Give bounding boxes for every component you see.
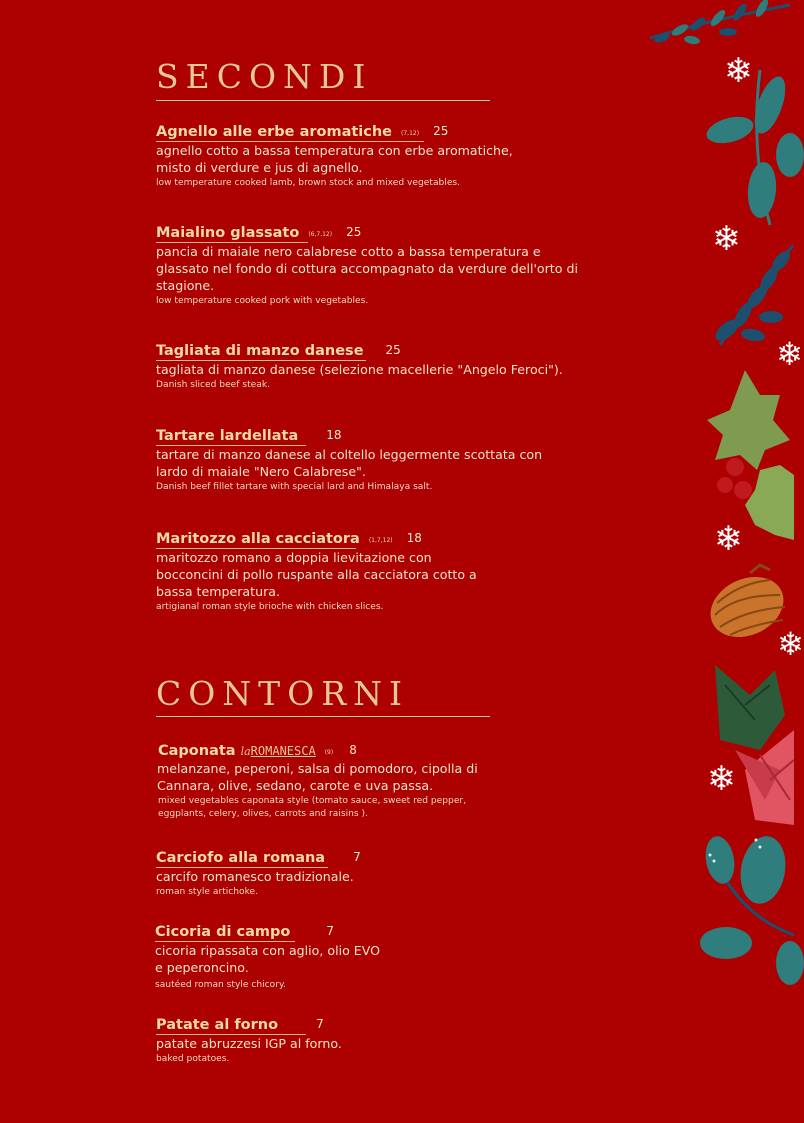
item-name: Patate al forno [156, 1017, 279, 1033]
item-english: sautéed roman style chicory. [155, 980, 286, 990]
item-description: patate abruzzesi IGP al forno. [156, 1036, 342, 1051]
poinsettia-icon [705, 660, 794, 830]
item-name: Tartare lardellata [156, 428, 299, 444]
menu-item [156, 425, 586, 494]
item-allergens: (9) [324, 749, 334, 756]
snowflake-icon: ❄ [777, 625, 804, 663]
item-english: low temperature cooked lamb, brown stock and mixed vegetables. [156, 178, 461, 188]
item-name: Cicoria di campo [155, 924, 291, 940]
item-description: maritozzo romano a doppia lievitazione con bocconcini di pollo ruspante alla cacciatora cotto a bassa temperatura. [156, 550, 477, 599]
item-allergens: (1,7,12) [368, 537, 393, 544]
item-name-text: Caponata [158, 743, 236, 759]
section-title-contorni: CONTORNI [156, 674, 410, 713]
item-english: baked potatoes. [156, 1054, 230, 1064]
menu-item [156, 340, 586, 392]
section-divider [156, 716, 490, 717]
item-name: Maritozzo alla cacciatora [156, 531, 360, 547]
item-description: agnello cotto a bassa temperatura con erbe aromatiche, misto di verdure e jus di agnello. [156, 143, 513, 175]
item-description: melanzane, peperoni, salsa di pomodoro, cipolla di Cannara, olive, sedano, carote e uva passa. [157, 761, 478, 793]
brand-script: la [240, 745, 251, 758]
item-price: 18 [406, 531, 422, 545]
item-name: Agnello alle erbe aromatiche [156, 124, 393, 140]
item-english: low temperature cooked pork with vegetables. [156, 296, 369, 306]
item-price: 18 [326, 428, 342, 442]
item-description: tartare di manzo danese al coltello leggermente scottata con lardo di maiale "Nero Calabrese". [156, 447, 543, 479]
snowflake-icon: ❄ [712, 219, 741, 259]
item-price: 25 [346, 225, 362, 239]
item-allergens: (6,7,12) [308, 231, 333, 238]
berry-icon [734, 481, 752, 499]
holly-leaf-icon [705, 365, 794, 545]
menu-item [156, 847, 586, 899]
menu-item [156, 1014, 586, 1066]
eucalyptus-leaf-icon [698, 825, 794, 985]
menu-item [156, 222, 586, 308]
snowflake-icon: ❄ [724, 51, 753, 91]
snowflake-icon: ❄ [714, 519, 743, 559]
item-english: roman style artichoke. [156, 887, 259, 897]
item-name: Tagliata di manzo danese [156, 343, 364, 359]
item-price: 7 [316, 1017, 324, 1031]
menu-item [156, 528, 586, 614]
item-english: mixed vegetables caponata style (tomato sauce, sweet red pepper, eggplants, celery, olives, carrots and raisins ). [158, 796, 467, 819]
item-price: 8 [349, 743, 357, 757]
menu-item [155, 921, 585, 992]
menu-item [158, 740, 588, 821]
item-name: Carciofo alla romana [156, 850, 326, 866]
snowflake-icon: ❄ [707, 759, 736, 799]
item-price: 7 [353, 850, 361, 864]
item-name: Maialino glassato [156, 225, 300, 241]
snowflake-icon: ❄ [776, 335, 803, 373]
item-english: Danish sliced beef steak. [156, 380, 270, 390]
item-name [158, 743, 316, 760]
section-title-secondi: SECONDI [156, 57, 373, 96]
item-description: cicoria ripassata con aglio, olio EVO e peperoncino. [155, 943, 381, 975]
item-description: carcifo romanesco tradizionale. [156, 869, 354, 884]
berry-icon [726, 458, 744, 476]
item-description: tagliata di manzo danese (selezione macellerie "Angelo Feroci"). [156, 362, 563, 377]
item-price: 25 [385, 343, 401, 357]
item-price: 7 [326, 924, 334, 938]
item-description: pancia di maiale nero calabrese cotto a bassa temperatura e glassato nel fondo di cottura accompagnato da verdure dell'orto di stagione. [156, 244, 578, 293]
section-divider [156, 100, 490, 101]
item-english: Danish beef fillet tartare with special lard and Himalaya salt. [156, 482, 433, 492]
berry-icon [717, 477, 733, 493]
item-price: 25 [433, 124, 449, 138]
menu-item [156, 121, 586, 190]
item-allergens: (7,12) [401, 130, 420, 137]
brand-wordmark: ROMANESCA [250, 744, 316, 758]
fern-branch-icon [640, 0, 794, 50]
item-english: artigianal roman style brioche with chicken slices. [156, 602, 384, 612]
